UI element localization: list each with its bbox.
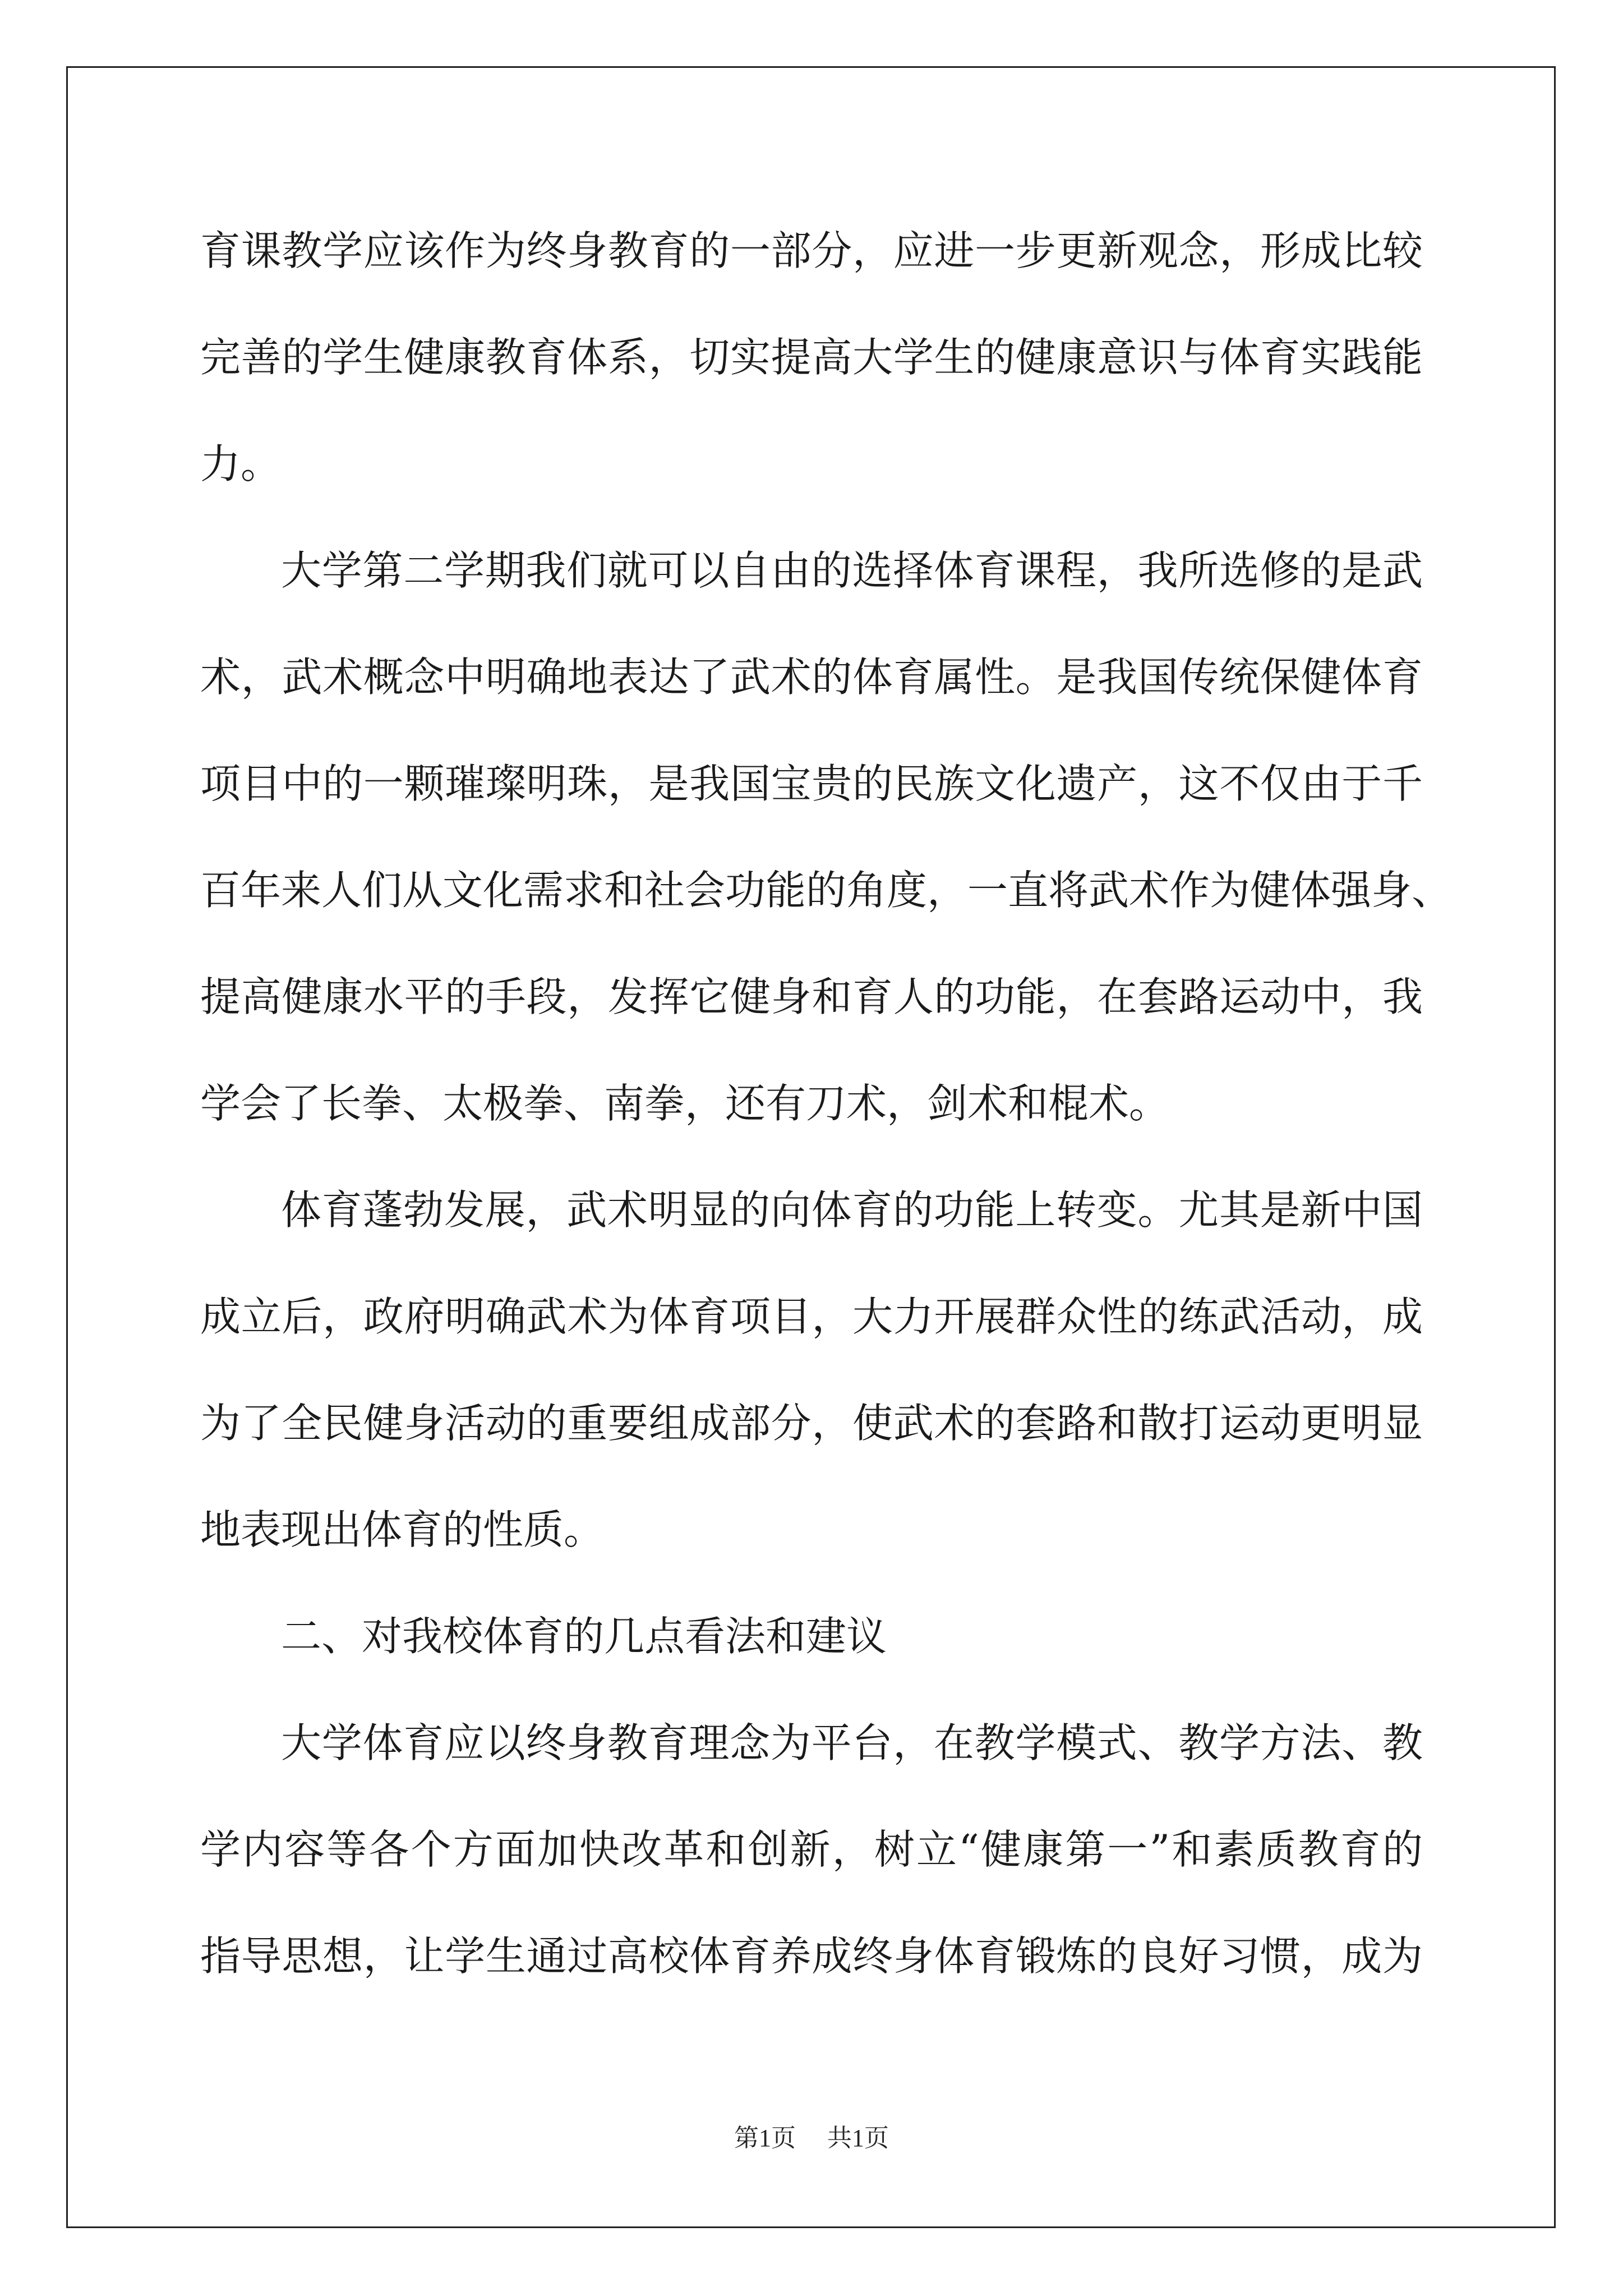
text-line: 完善的学生健康教育体系，切实提高大学生的健康意识与体育实践能 — [200, 334, 1423, 381]
text-line: 提高健康水平的手段，发挥它健身和育人的功能，在套路运动中，我 — [200, 973, 1423, 1020]
text-line: 项目中的一颗璀璨明珠，是我国宝贵的民族文化遗产，这不仅由于千 — [200, 760, 1423, 807]
text-line: 指导思想，让学生通过高校体育养成终身体育锻炼的良好习惯，成为 — [200, 1932, 1423, 1980]
text-line: 地表现出体育的性质。 — [200, 1506, 605, 1553]
page-footer — [0, 2122, 1623, 2155]
text-line: 体育蓬勃发展，武术明显的向体育的功能上转变。尤其是新中国 — [281, 1186, 1423, 1234]
page-total: 共1页 — [827, 2124, 889, 2152]
document-body — [200, 224, 1453, 2036]
text-line: 力。 — [200, 440, 282, 487]
text-line: 百年来人们从文化需求和社会功能的角度，一直将武术作为健体强身、 — [200, 867, 1453, 914]
text-line: 学会了长拳、太极拳、南拳，还有刀术，剑术和棍术。 — [200, 1080, 1170, 1127]
text-line: 术，武术概念中明确地表达了武术的体育属性。是我国传统保健体育 — [200, 654, 1423, 701]
text-line: 为了全民健身活动的重要组成部分，使武术的套路和散打运动更明显 — [200, 1400, 1423, 1447]
text-line: 育课教学应该作为终身教育的一部分，应进一步更新观念，形成比较 — [200, 227, 1423, 274]
text-line: 二、对我校体育的几点看法和建议 — [281, 1613, 887, 1660]
text-line: 大学第二学期我们就可以自由的选择体育课程，我所选修的是武 — [281, 547, 1423, 594]
text-line: 大学体育应以终身教育理念为平台，在教学模式、教学方法、教 — [281, 1719, 1423, 1766]
text-line: 学内容等各个方面加快改革和创新，树立“健康第一”和素质教育的 — [200, 1826, 1423, 1873]
page-number: 第1页 — [734, 2124, 796, 2152]
text-line: 成立后，政府明确武术为体育项目，大力开展群众性的练武活动，成 — [200, 1293, 1423, 1340]
